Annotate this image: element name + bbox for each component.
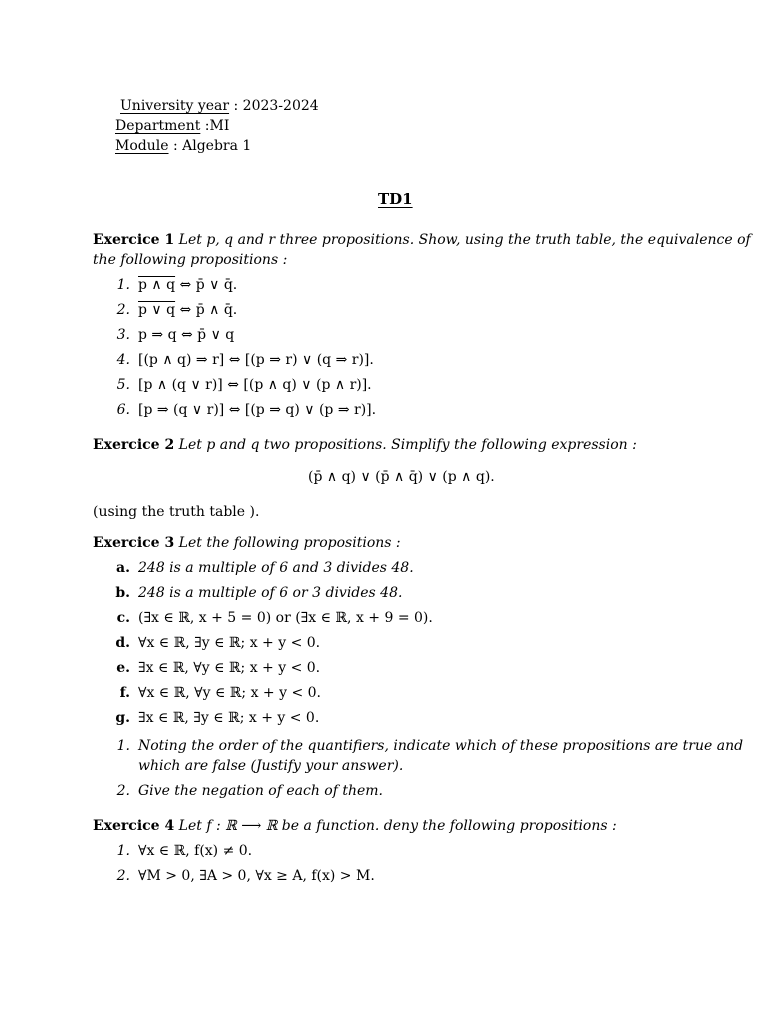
exercise-3-question: [110, 738, 743, 754]
item-formula: ⇔ p̄ ∧ q̄.: [175, 302, 238, 318]
question-text: Noting the order of the quantifiers, indicate which of these propositions are true and: [138, 738, 744, 754]
exercise-1-item: [110, 302, 237, 318]
item-number: 1.: [116, 277, 130, 293]
proposition-letter: f.: [119, 685, 130, 701]
proposition-letter: a.: [116, 560, 130, 576]
item-number: 2.: [116, 302, 130, 318]
exercise-3-question-cont: which are false (Justify your answer).: [138, 758, 404, 774]
year-label: University year: [120, 98, 230, 114]
proposition-item: [110, 585, 402, 601]
exercise-3-intro: [93, 535, 401, 551]
proposition-letter: c.: [116, 610, 130, 626]
exercise-1-text-cont: the following propositions :: [93, 252, 288, 268]
item-formula: ∀x ∈ ℝ, f(x) ≠ 0.: [138, 843, 253, 859]
exercise-1-item: [110, 277, 237, 293]
proposition-text: ∃x ∈ ℝ, ∃y ∈ ℝ; x + y < 0.: [138, 710, 320, 726]
exercise-4-text: Let f : ℝ ⟶ ℝ be a function. deny the following propositions :: [178, 818, 617, 834]
exercise-4-item: [110, 843, 252, 859]
exercise-2-intro: [93, 437, 637, 453]
module-line: [115, 138, 251, 154]
proposition-item: [110, 635, 320, 651]
proposition-letter: e.: [116, 660, 130, 676]
item-number: 2.: [116, 868, 130, 884]
proposition-text: ∀x ∈ ℝ, ∀y ∈ ℝ; x + y < 0.: [138, 685, 321, 701]
exercise-4-item: [110, 868, 375, 884]
exercise-2-text: Let p and q two propositions. Simplify the following expression :: [178, 437, 637, 453]
exercise-1-intro: [93, 232, 751, 248]
proposition-letter: g.: [115, 710, 130, 726]
exercise-1-item: [110, 377, 372, 393]
exercise-4-label: Exercice 4: [93, 818, 175, 834]
exercise-1-item: [110, 352, 374, 368]
proposition-item: [110, 710, 319, 726]
exercise-3-question: [110, 783, 383, 799]
proposition-letter: d.: [115, 635, 130, 651]
proposition-item: [110, 660, 320, 676]
item-number: 4.: [116, 352, 130, 368]
question-number: 1.: [116, 738, 130, 754]
item-formula: [p ∧ (q ∨ r)] ⇔ [(p ∧ q) ∨ (p ∧ r)].: [138, 377, 372, 393]
proposition-text: 248 is a multiple of 6 or 3 divides 48.: [138, 585, 403, 601]
item-formula: ⇔ p̄ ∨ q̄.: [175, 277, 238, 293]
proposition-text: ∃x ∈ ℝ, ∀y ∈ ℝ; x + y < 0.: [138, 660, 321, 676]
exercise-1-item: [110, 327, 234, 343]
proposition-item: [110, 560, 414, 576]
item-formula: p ⇒ q ⇔ p̄ ∨ q: [138, 327, 235, 343]
exercise-1-item: [110, 402, 376, 418]
question-text: Give the negation of each of them.: [138, 783, 384, 799]
proposition-item: [110, 610, 433, 626]
proposition-text: 248 is a multiple of 6 and 3 divides 48.: [138, 560, 414, 576]
department-line: [115, 118, 229, 134]
item-formula: ∀M > 0, ∃A > 0, ∀x ≥ A, f(x) > M.: [138, 868, 375, 884]
exercise-3-text: Let the following propositions :: [178, 535, 401, 551]
item-overlined-expr: p ∨ q: [138, 302, 176, 318]
proposition-text: ∀x ∈ ℝ, ∃y ∈ ℝ; x + y < 0.: [138, 635, 321, 651]
exercise-2-label: Exercice 2: [93, 437, 175, 453]
department-label: Department: [115, 118, 201, 134]
item-number: 6.: [116, 402, 130, 418]
item-number: 3.: [116, 327, 130, 343]
exercise-2-note: (using the truth table ).: [93, 504, 260, 520]
item-number: 5.: [116, 377, 130, 393]
year-line: [120, 98, 319, 114]
exercise-4-intro: [93, 818, 617, 834]
item-formula: [(p ∧ q) ⇒ r] ⇔ [(p ⇒ r) ∨ (q ⇒ r)].: [138, 352, 374, 368]
exercise-2-formula: (p̄ ∧ q) ∨ (p̄ ∧ q̄) ∨ (p ∧ q).: [308, 469, 495, 485]
module-value: : Algebra 1: [168, 138, 252, 154]
item-number: 1.: [116, 843, 130, 859]
page-title: TD1: [378, 190, 413, 208]
module-label: Module: [115, 138, 169, 154]
item-formula: [p ⇒ (q ∨ r)] ⇔ [(p ⇒ q) ∨ (p ⇒ r)].: [138, 402, 377, 418]
exercise-1-text: Let p, q and r three propositions. Show, using the truth table, the equivalence of: [178, 232, 751, 248]
exercise-1-label: Exercice 1: [93, 232, 175, 248]
item-overlined-expr: p ∧ q: [138, 277, 176, 293]
proposition-text: (∃x ∈ ℝ, x + 5 = 0) or (∃x ∈ ℝ, x + 9 = 0).: [138, 610, 433, 626]
department-value: :MI: [200, 118, 230, 134]
question-number: 2.: [116, 783, 130, 799]
year-value: : 2023-2024: [229, 98, 319, 114]
proposition-letter: b.: [115, 585, 130, 601]
exercise-3-label: Exercice 3: [93, 535, 175, 551]
proposition-item: [110, 685, 321, 701]
